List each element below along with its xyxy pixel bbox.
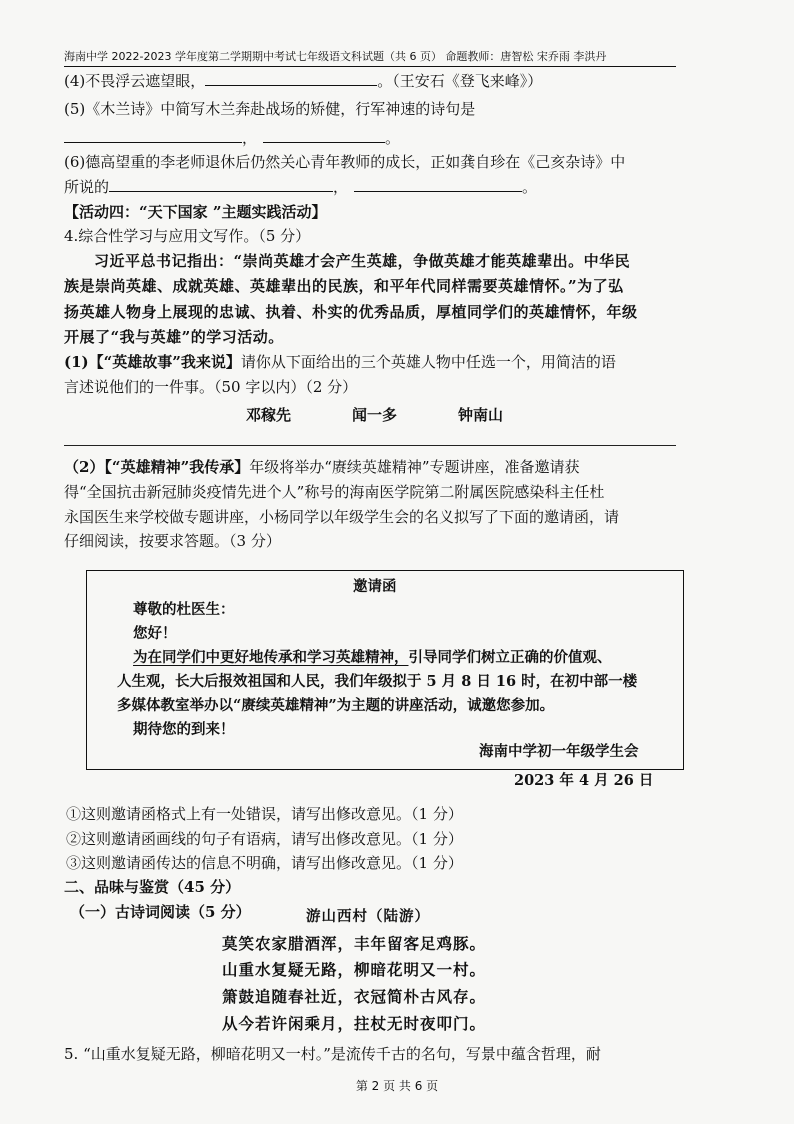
fill-item-4-text: (4)不畏浮云遮望眼， xyxy=(64,72,206,90)
answer-line[interactable] xyxy=(64,445,676,446)
letter-closing: 期待您的到来！ xyxy=(133,721,235,738)
answer-blank[interactable] xyxy=(205,71,377,86)
sub-question-2-text: 年级将举办“赓续英雄精神”专题讲座，准备邀请获 xyxy=(249,458,580,476)
sub-question-1-text: 请你从下面给出的三个英雄人物中任选一个，用简洁的语 xyxy=(240,353,616,371)
letter-question: ①这则邀请函格式上有一处错误，请写出修改意见。（1 分） xyxy=(66,805,463,823)
activity-title: 【活动四：“天下国家 ”主题实践活动】 xyxy=(64,203,327,221)
letter-question: ③这则邀请函传达的信息不明确，请写出修改意见。（1 分） xyxy=(66,854,463,872)
page-header: 海南中学 2022-2023 学年度第二学期期中考试七年级语文科试题（共 6 页） 命题教师：唐智松 宋乔雨 李洪丹 xyxy=(64,48,676,67)
answer-blank[interactable] xyxy=(263,128,385,143)
poem-line: 从今若许闲乘月，拄杖无时夜叩门。 xyxy=(222,1014,487,1033)
quote-line: 族是崇尚英雄、成就英雄、英雄辈出的民族，和平年代同样需要英雄情怀。”为了弘 xyxy=(64,277,624,295)
letter-salutation: 尊敬的杜医生： xyxy=(133,601,235,618)
invitation-letter xyxy=(86,570,684,770)
letter-question: ②这则邀请函画线的句子有语病，请写出修改意见。（1 分） xyxy=(66,830,463,848)
answer-blank[interactable] xyxy=(64,128,242,143)
section-2-title: 二、品味与鉴赏（45 分） xyxy=(64,878,241,896)
letter-title: 邀请函 xyxy=(353,578,397,595)
quote-line: 扬英雄人物身上展现的忠诚、执着、朴实的优秀品质，厚植同学们的英雄情怀，年级 xyxy=(64,303,638,321)
letter-body-line2: 人生观，长大后报效祖国和人民，我们年级拟于 5 月 8 日 16 时，在初中部一楼 xyxy=(117,673,638,690)
letter-signature: 海南中学初一年级学生会 xyxy=(479,743,639,760)
period: 。 xyxy=(522,178,538,196)
letter-body-line1 xyxy=(133,647,612,669)
hero-option: 邓稼先 xyxy=(246,406,292,424)
period: 。 xyxy=(385,129,401,147)
quote-line: 习近平总书记指出：“崇尚英雄才会产生英雄，争做英雄才能英雄辈出。中华民 xyxy=(94,252,631,270)
poem-line: 山重水复疑无路，柳暗花明又一村。 xyxy=(222,960,487,979)
section-2-sub1: （一）古诗词阅读（5 分） xyxy=(70,903,251,921)
fill-item-4-suffix: 。（王安石《登飞来峰》） xyxy=(377,72,543,90)
fill-item-4 xyxy=(64,70,542,92)
sub-question-2-line: 永国医生来学校做专题讲座，小杨同学以年级学生会的名义拟写了下面的邀请函，请 xyxy=(64,508,620,526)
letter-greeting: 您好！ xyxy=(133,625,177,642)
separator: ， xyxy=(242,129,258,147)
sub-question-1-label: (1)【“英雄故事”我来说】 xyxy=(64,353,241,371)
letter-body-text: 引导同学们树立正确的价值观、 xyxy=(408,649,612,666)
sub-question-1 xyxy=(64,351,616,373)
question-5: 5. “山重水复疑无路，柳暗花明又一村。”是流传千古的名句，写景中蕴含哲理，耐 xyxy=(64,1045,601,1063)
page-footer: 第 2 页 共 6 页 xyxy=(355,1079,439,1093)
sub-question-2-label: （2）【“英雄精神”我传承】 xyxy=(64,458,250,476)
letter-body-line3: 多媒体教室举办以“赓续英雄精神”为主题的讲座活动，诚邀您参加。 xyxy=(117,697,555,714)
sub-question-2-line: 仔细阅读，按要求答题。（3 分） xyxy=(64,532,281,550)
hero-option: 钟南山 xyxy=(458,406,504,424)
sub-question-2 xyxy=(64,456,580,478)
answer-blank[interactable] xyxy=(109,177,333,192)
poem-line: 箫鼓追随春社近，衣冠简朴古风存。 xyxy=(222,987,487,1006)
fill-item-6-line2 xyxy=(64,176,537,198)
fill-item-5: (5)《木兰诗》中简写木兰奔赴战场的矫健，行军神速的诗句是 xyxy=(64,100,476,118)
answer-blank[interactable] xyxy=(354,177,522,192)
quote-line: 开展了“我与英雄”的学习活动。 xyxy=(64,328,284,346)
underlined-sentence: 为在同学们中更好地传承和学习英雄精神， xyxy=(133,649,409,666)
sub-question-2-line: 得“全国抗击新冠肺炎疫情先进个人”称号的海南医学院第二附属医院感染科主任杜 xyxy=(64,483,605,501)
poem-title: 游山西村（陆游） xyxy=(306,908,430,925)
sub-question-1-line2: 言述说他们的一件事。（50 字以内）（2 分） xyxy=(64,378,358,396)
fill-item-5-answers xyxy=(64,127,400,149)
fill-item-6-prefix: 所说的 xyxy=(64,178,110,196)
separator: ， xyxy=(333,178,349,196)
hero-option: 闻一多 xyxy=(352,406,398,424)
letter-date: 2023 年 4 月 26 日 xyxy=(514,772,654,789)
fill-item-6-line1: (6)德高望重的李老师退休后仍然关心青年教师的成长，正如龚自珍在《己亥杂诗》中 xyxy=(64,153,626,171)
question-4-title: 4.综合性学习与应用文写作。（5 分） xyxy=(64,227,311,245)
poem-line: 莫笑农家腊酒浑，丰年留客足鸡豚。 xyxy=(222,934,487,953)
